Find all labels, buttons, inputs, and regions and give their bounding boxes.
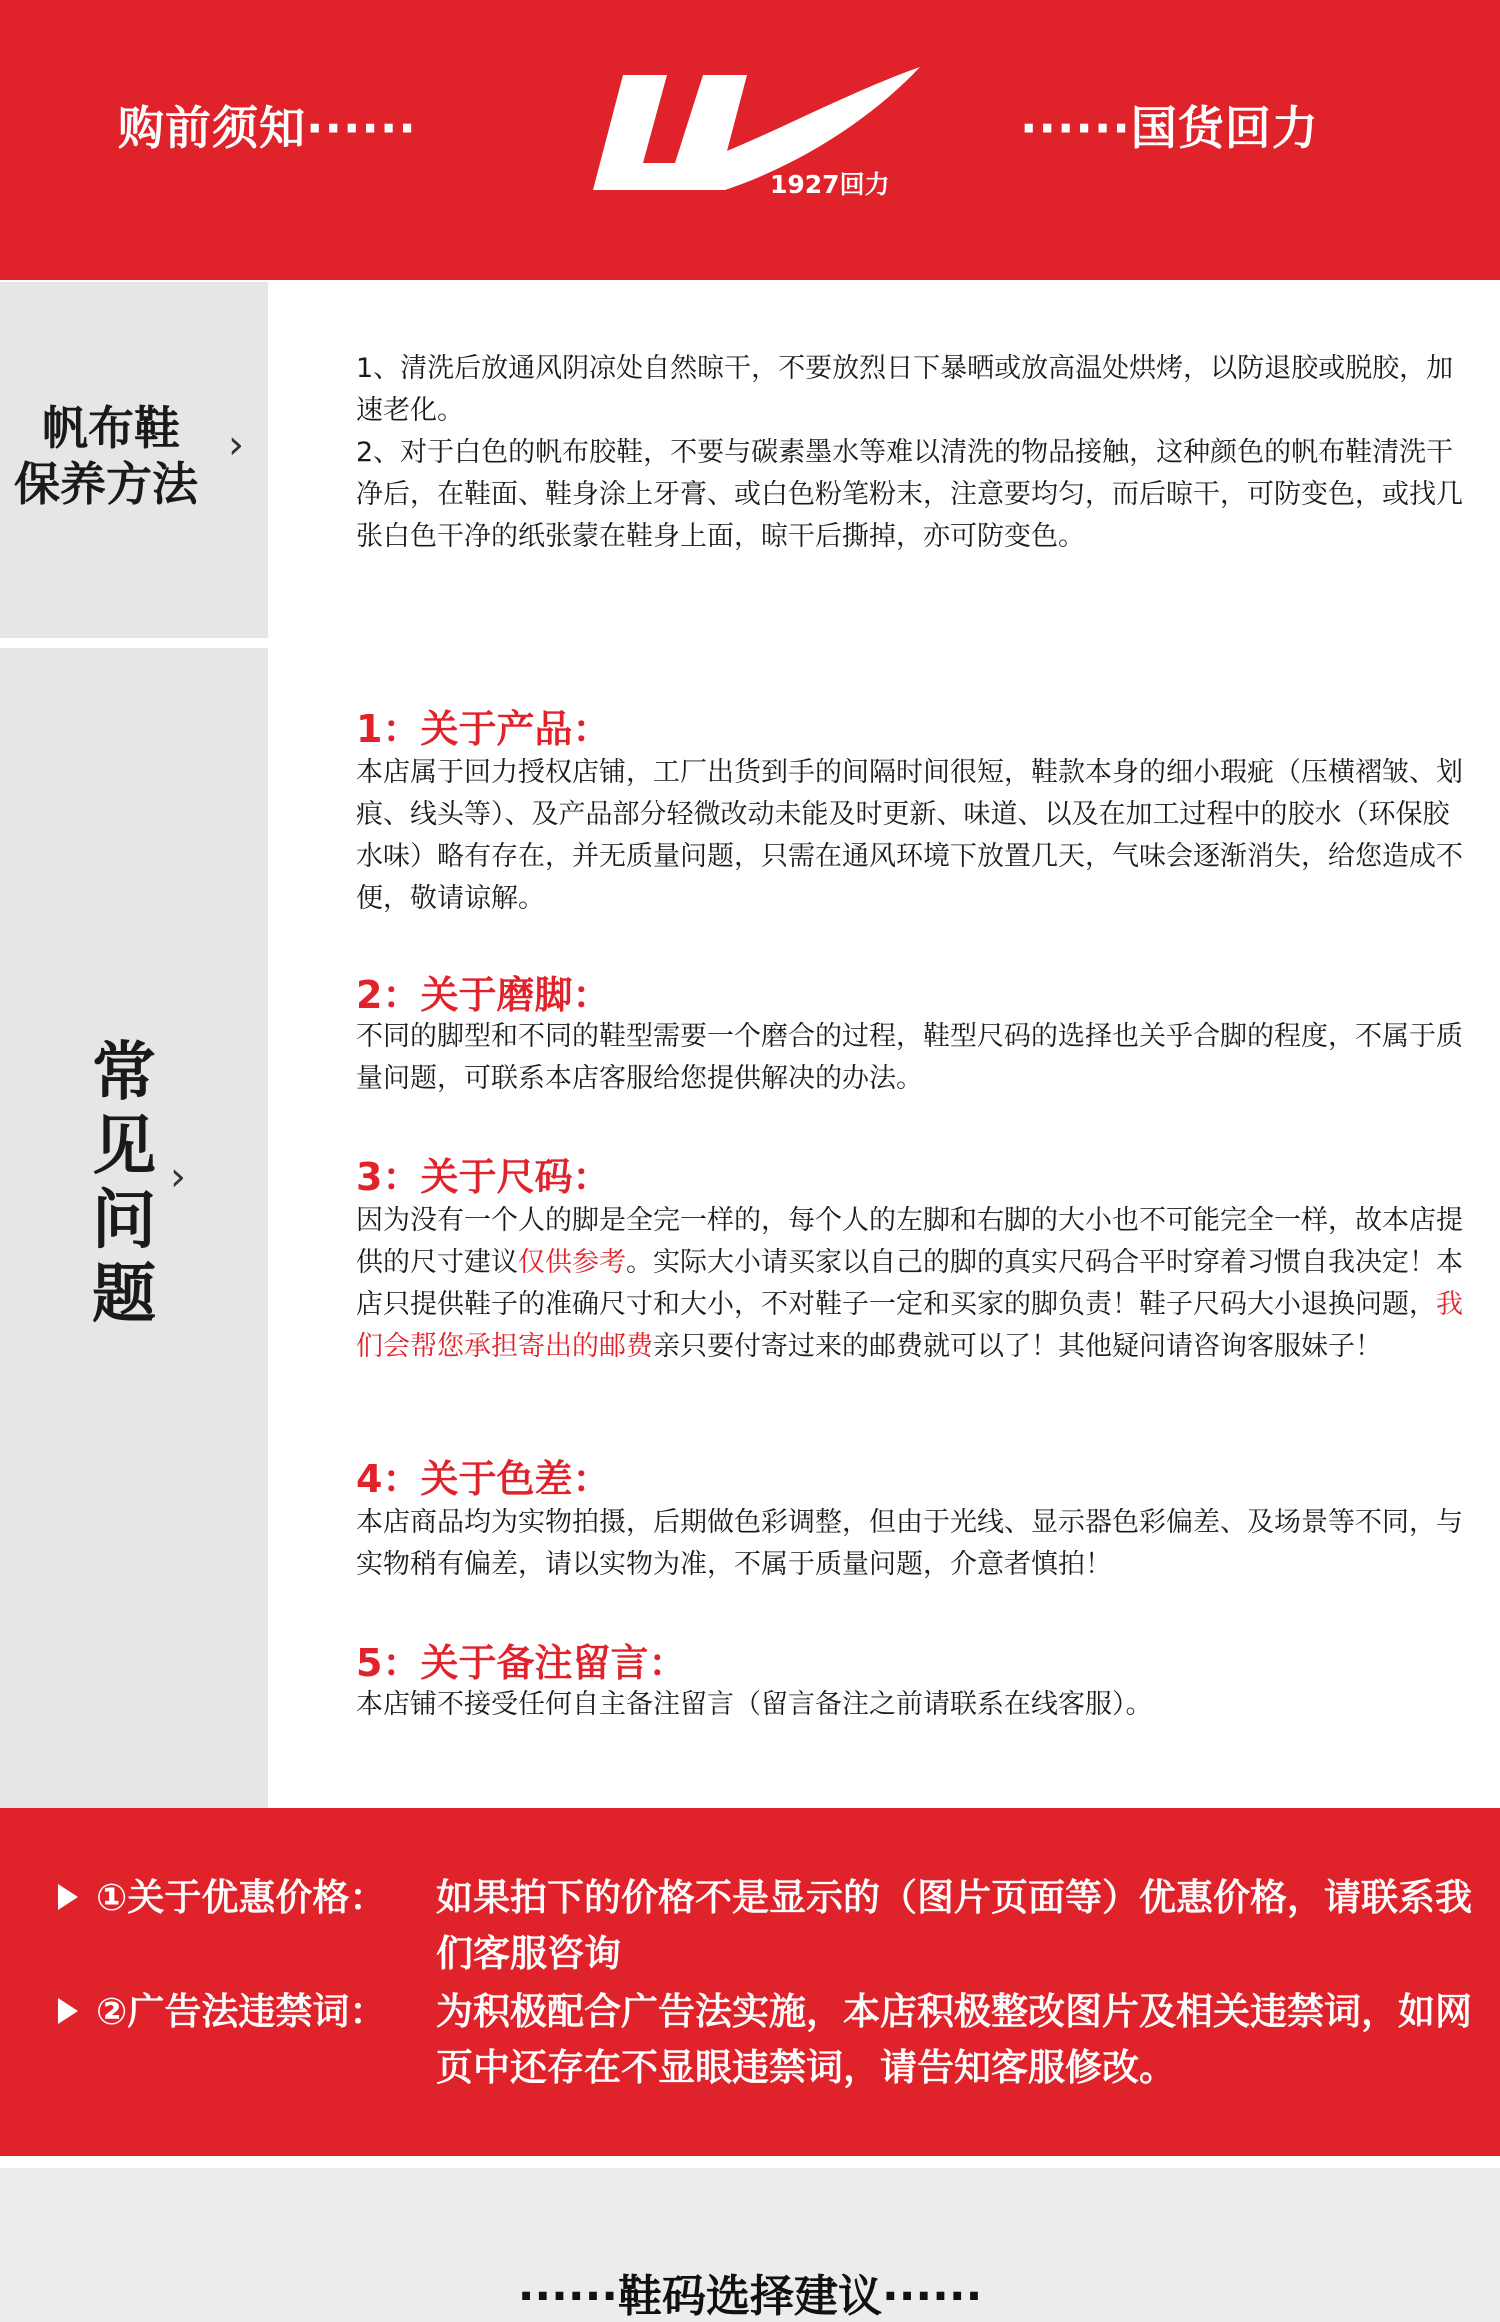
faq-section — [0, 648, 1500, 1808]
faq-q3-text-b: 。实际大小请买家以自己的脚的真实尺码合平时穿着习惯自我决定！本店只提供鞋子的准确尺寸和大小，不对鞋子一定和买家的脚负责！鞋子尺码大小退换问题， — [356, 1247, 1463, 1320]
faq-q3-highlight-b: 我们会帮您承担寄出的邮费 — [356, 1289, 1463, 1362]
chevron-right-icon: › — [228, 422, 244, 468]
faq-q4-title: 4：关于色差： — [356, 1457, 611, 1501]
care-side-label — [14, 400, 244, 512]
notice-item-2-text: 为积极配合广告法实施，本店积极整改图片及相关违禁词，如网页中还存在不显眼违禁词，请告知客服修改。 — [436, 1990, 1472, 2089]
faq-q5-title: 5：关于备注留言： — [356, 1641, 687, 1685]
canvas-care-section — [0, 282, 1500, 638]
notice-item-1-text: 如果拍下的价格不是显示的（图片页面等）优惠价格，请联系我们客服咨询 — [436, 1876, 1472, 1975]
notice-banner — [0, 1808, 1500, 2156]
size-advice-title: ······鞋码选择建议······ — [517, 2271, 983, 2322]
faq-q3-text — [356, 1200, 1468, 1368]
faq-q3-title: 3：关于尺码： — [356, 1155, 611, 1199]
faq-q3-text-c: 亲只要付寄过来的邮费就可以了！其他疑问请咨询客服妹子！ — [653, 1331, 1382, 1362]
notice-item-1 — [58, 1870, 1478, 1990]
notice-item-2 — [58, 1984, 1478, 2104]
care-item-2: 2、对于白色的帆布胶鞋，不要与碳素墨水等难以清洗的物品接触，这种颜色的帆布鞋清洗干净后，在鞋面、鞋身涂上牙膏、或白色粉笔粉末，注意要均匀，而后晾干，可防变色，或找几张白色干净的纸张蒙在鞋身上面，晾干后撕掉，亦可防变色。 — [356, 437, 1463, 552]
logo-caption: 1927回力 — [770, 170, 890, 199]
notice-item-2-label: ②广告法违禁词： — [96, 1990, 387, 2033]
triangle-right-icon — [58, 1998, 78, 2024]
notice-item-1-label: ①关于优惠价格： — [96, 1876, 387, 1919]
faq-q5-text: 本店铺不接受任何自主备注留言（留言备注之前请联系在线客服）。 — [356, 1689, 1153, 1720]
faq-side-label: 常见问题 — [92, 1036, 156, 1332]
care-side-label-line2: 保养方法 — [14, 457, 198, 511]
faq-q2-text: 不同的脚型和不同的鞋型需要一个磨合的过程，鞋型尺码的选择也关乎合脚的程度，不属于质量问题，可联系本店客服给您提供解决的办法。 — [356, 1021, 1463, 1094]
faq-q2-title: 2：关于磨脚： — [356, 973, 611, 1017]
faq-q3-text-a: 因为没有一个人的脚是全完一样的，每个人的左脚和右脚的大小也不可能完全一样，故本店提供的尺寸建议 — [356, 1205, 1463, 1278]
header-banner — [0, 0, 1500, 280]
size-advice-banner — [0, 2168, 1500, 2322]
faq-q4-text: 本店商品均为实物拍摄，后期做色彩调整，但由于光线、显示器色彩偏差、及场景等不同，与实物稍有偏差，请以实物为准，不属于质量问题，介意者慎拍！ — [356, 1507, 1463, 1580]
triangle-right-icon — [58, 1884, 78, 1910]
faq-q3-highlight-a: 仅供参考 — [518, 1247, 626, 1278]
care-side-label-line1: 帆布鞋 — [42, 401, 180, 455]
header-left-title: 购前须知······ — [118, 101, 417, 155]
faq-q1-title: 1：关于产品： — [356, 707, 611, 751]
chevron-right-icon: › — [170, 1154, 186, 1200]
faq-q1-text: 本店属于回力授权店铺，工厂出货到手的间隔时间很短，鞋款本身的细小瑕疵（压横褶皱、划痕、线头等）、及产品部分轻微改动未能及时更新、味道、以及在加工过程中的胶水（环保胶水味）略有存在，并无质量问题，只需在通风环境下放置几天，气味会逐渐消失，给您造成不便，敬请谅解。 — [356, 757, 1463, 914]
header-right-title: ······国货回力 — [1020, 101, 1319, 155]
care-item-1: 1、清洗后放通风阴凉处自然晾干，不要放烈日下暴晒或放高温处烘烤，以防退胶或脱胶，加速老化。 — [356, 353, 1454, 426]
